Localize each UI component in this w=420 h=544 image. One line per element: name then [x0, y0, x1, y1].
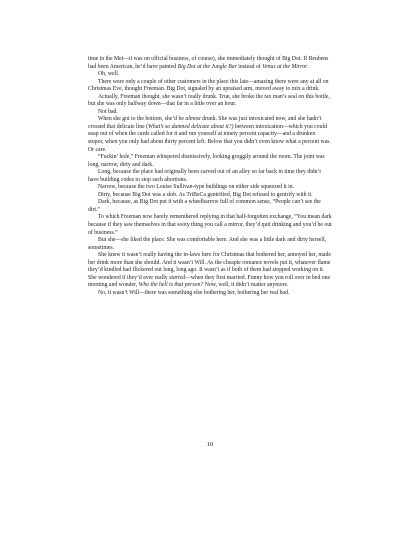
paragraph — [88, 94, 332, 109]
italic-text: almost — [185, 116, 201, 123]
page-number: 10 — [206, 441, 214, 448]
text-run: But she—she liked the place. She was comfortable here. And she was a little dark and dirty herself, sometimes. — [88, 237, 327, 251]
text-run: —when they first married. Funny how you roll over in bed one morning and wonder, — [88, 274, 331, 289]
text-run: “Fuckin’ hole,” Freeman whispered dismissively, looking groggily around the room. The joint was long, narrow, dirty and dark. — [88, 154, 325, 168]
text-run: To which Freeman now barely remembered replying in that half-forgotten exchange, “You mean dark because if they saw themselves in that sooty thing you call a mirror, they’d quit drinking and you’d be out of business.” — [88, 214, 332, 236]
body-text — [88, 56, 332, 298]
italic-text: Venus at the Mirror — [262, 63, 308, 70]
text-run: Now, well, it didn’t matter anymore. — [203, 282, 289, 289]
text-run: instead of — [236, 63, 263, 70]
text-run: Oh, well. — [98, 71, 120, 78]
text-run: When she got to the bottom, she’d be — [98, 116, 186, 123]
text-run: She knew it wasn’t really having the in-laws here for Christmas that bothered her, annoyed her, made her drink more than she should. And it wasn’t Will. As the cheapie romance novels put it, whatever flame they’d kindled had flickered out long, long ago. It wasn’t as if both of them had stopped working on it. She wondered if they’d ever really — [88, 252, 331, 281]
paragraph — [88, 169, 332, 184]
text-run: Dark, because, as Big Dot put it with a wheelbarrow full of common sense, “People can’t see the dirt.” — [88, 199, 321, 213]
paragraph — [88, 199, 332, 214]
paragraph — [88, 154, 332, 169]
paragraph — [88, 214, 332, 237]
paragraph — [88, 184, 332, 192]
text-run: Actually, Freeman thought, she wasn’t really drunk. True, she broke the tax man’s seal on this bottle, but she was only halfway down—that far in a little over an hour. — [88, 93, 330, 108]
paragraph — [88, 290, 332, 298]
paragraph — [88, 252, 332, 290]
text-run: Long, because the place had originally been carved out of an alley so far back in time they didn’t have building codes to stop such abortions. — [88, 169, 321, 183]
text-run: . — [307, 63, 309, 70]
text-run: between intoxication—which you could snap out of when the cards called for it and run yourself at ninety percent capacity—and a drunken stupor, when you only had about thirty percent left. Below that you didn’t even know what a percent was. Or care. — [88, 123, 331, 153]
text-run: No, it wasn’t Will—there was something else bothering her, bothering her real bad. — [98, 289, 290, 296]
paragraph — [88, 79, 332, 94]
italic-text: Big Dot at the Jungle Bar — [177, 63, 237, 70]
text-run: Dirty, because Big Dot was a slob. As TriBeCa gentrified, Big Dot refused to gentrify with it. — [98, 191, 313, 198]
text-run: time in the Met—it was on official business, of course), she immediately thought of Big Dot. If Reubens had been American, he’d have painted — [88, 56, 329, 70]
paragraph — [88, 109, 332, 117]
text-run: drunk. She was just intoxicated now, and she hadn’t crossed that delicate line ( — [88, 116, 322, 130]
italic-text: Who the hell is that person? — [138, 282, 204, 289]
paragraph — [88, 237, 332, 252]
paragraph — [88, 56, 332, 71]
text-run: Narrow, because the two Louise Sullivan-type buildings on either side squeezed it in. — [98, 184, 295, 191]
paragraph — [88, 116, 332, 154]
text-run: Not bad. — [98, 108, 118, 115]
text-run: There were only a couple of other customers in the place this late—amazing there were any at all on Christmas Eve, thought Freeman. Big Dot, signaled by an upraised arm, moved away to mix a drink. — [88, 78, 329, 93]
paragraph — [88, 71, 332, 79]
italic-text: started — [169, 274, 186, 281]
italic-text: What’s so damned delicate about it?) — [148, 123, 234, 130]
